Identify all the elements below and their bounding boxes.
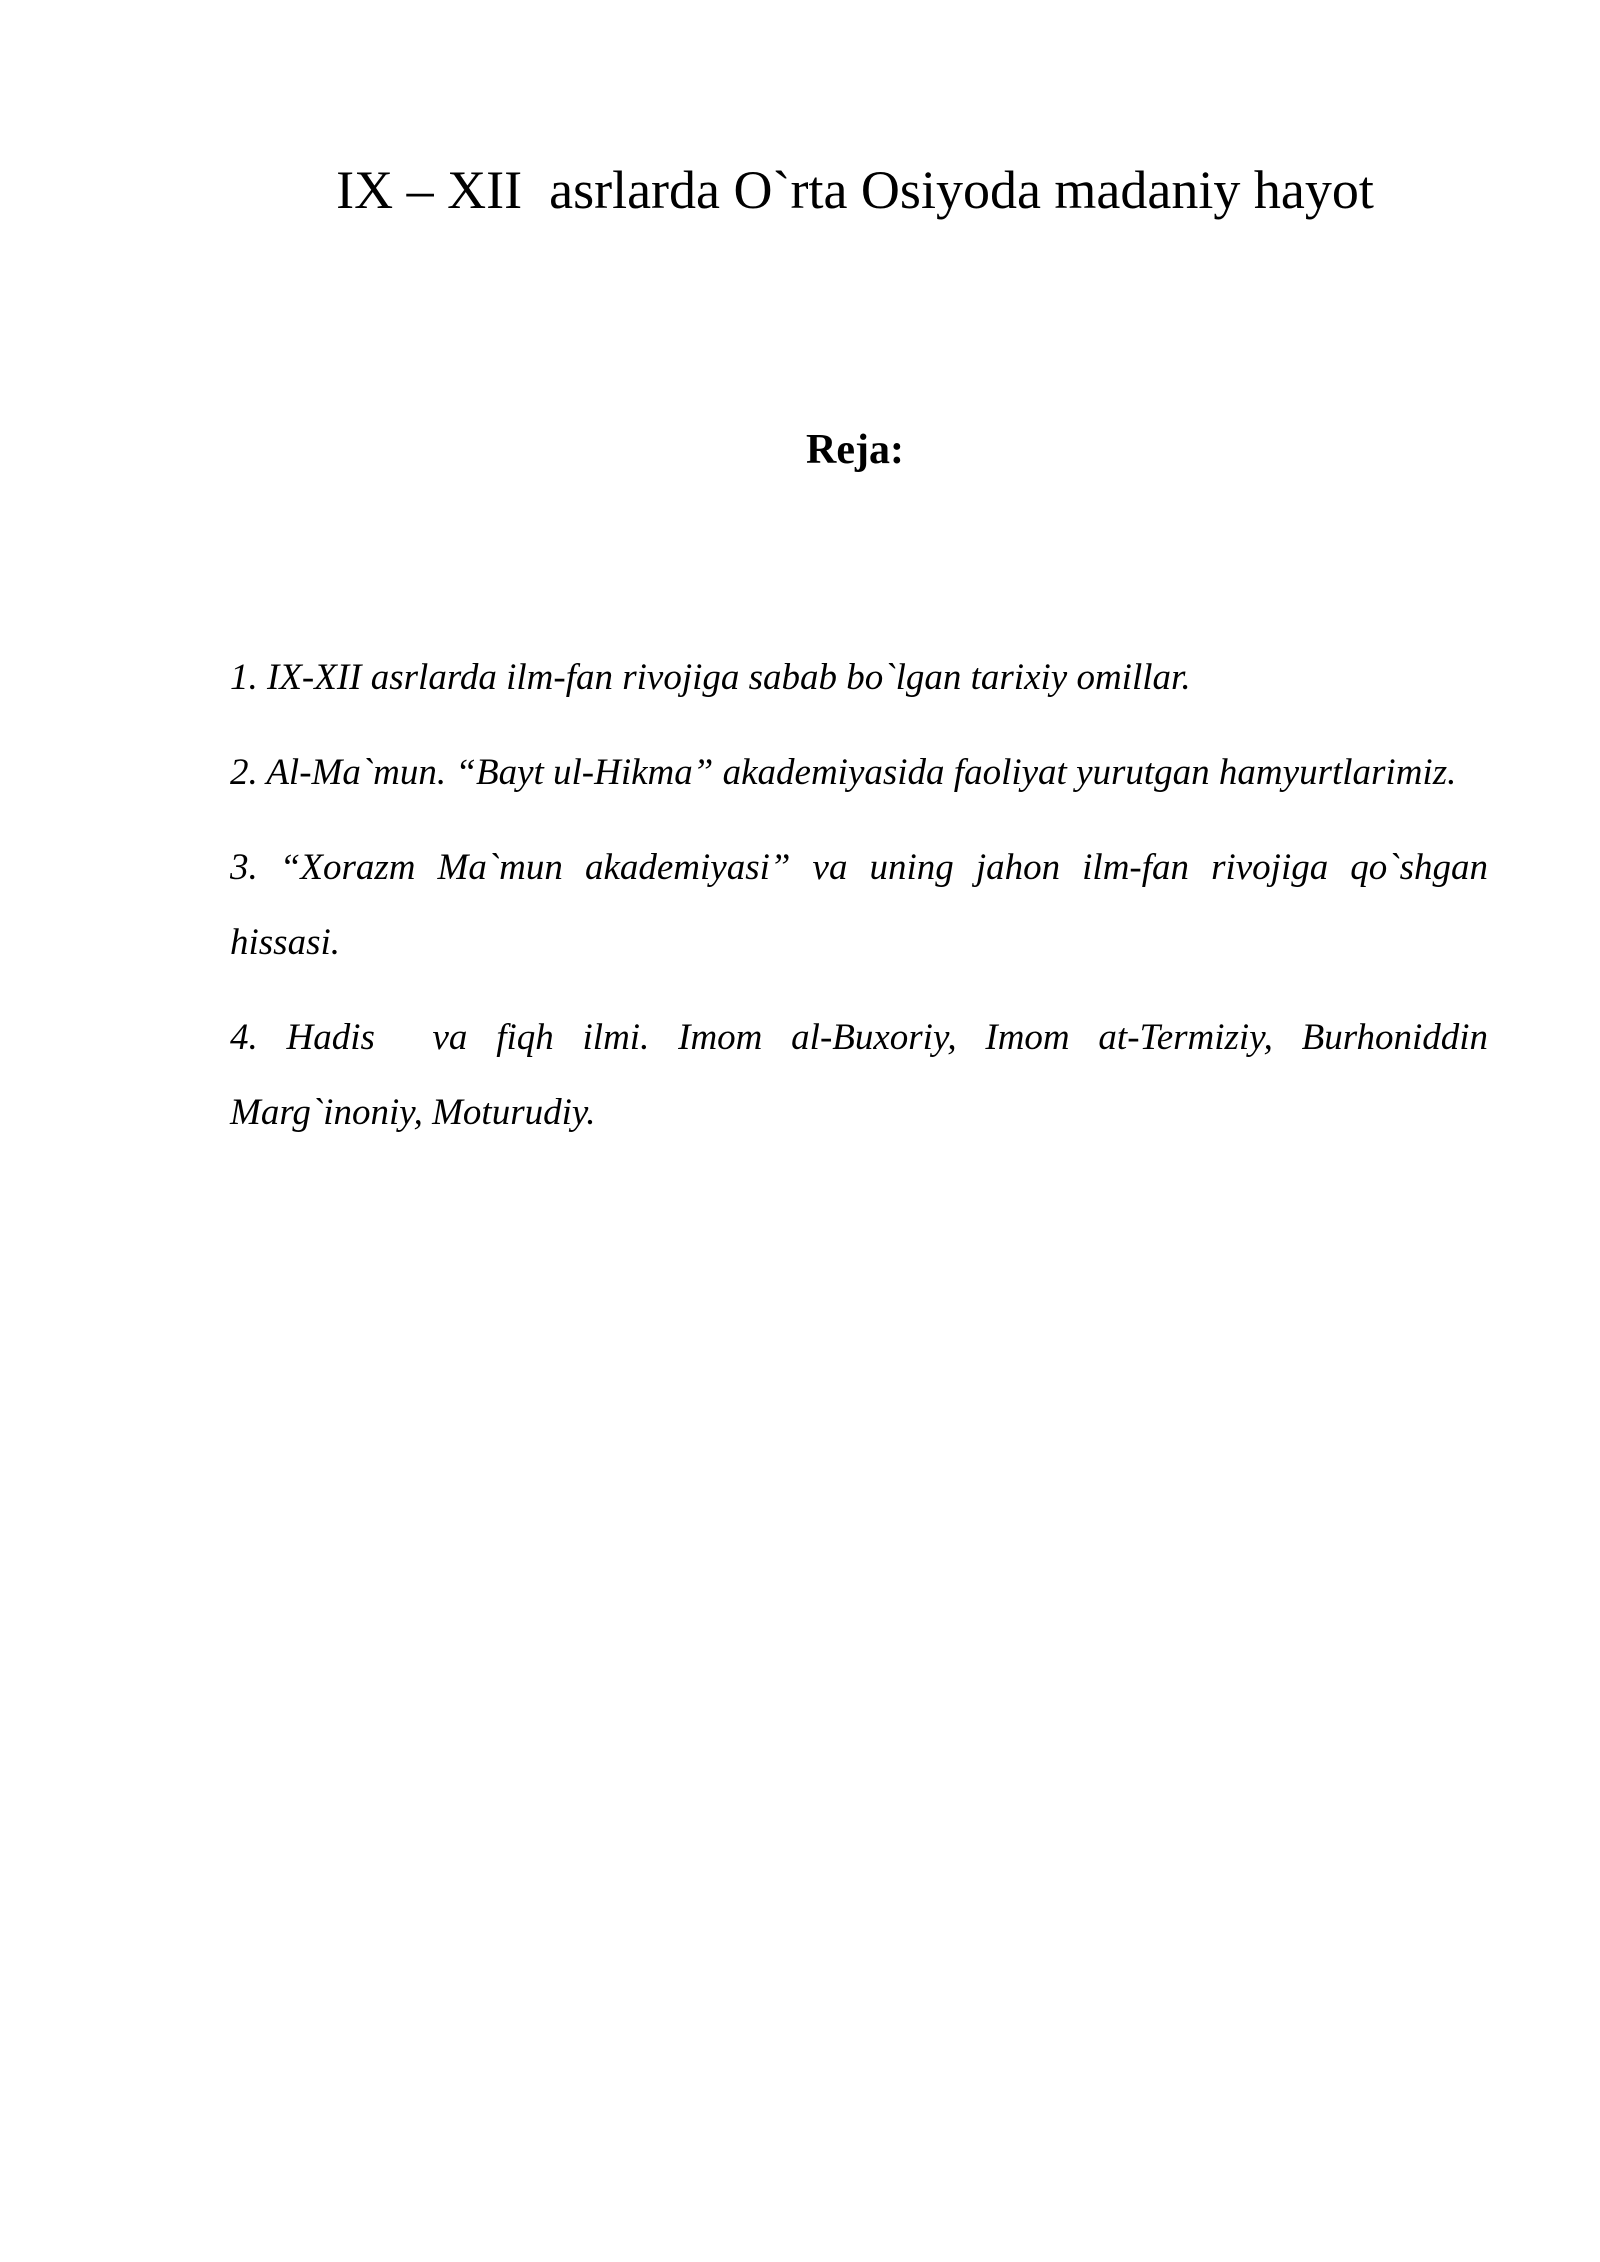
plan-item-2: 2. Al-Ma`mun. “Bayt ul-Hikma” akademiyasida faoliyat yurutgan hamyurtlarimiz. xyxy=(230,752,1457,793)
plan-heading: Reja: xyxy=(806,427,904,473)
plan-item-1: 1. IX-XII asrlarda ilm-fan rivojiga sabab bo`lgan tarixiy omillar. xyxy=(230,657,1191,698)
page-title: IX – XII asrlarda O`rta Osiyoda madaniy hayot xyxy=(336,160,1374,220)
plan-item-3: 3. “Xorazm Ma`mun akademiyasi” va uning jahon ilm-fan rivojiga qo`shgan hissasi. xyxy=(230,847,1498,963)
plan-item-4: 4. Hadis va fiqh ilmi. Imom al-Buxoriy, Imom at-Termiziy, Burhoniddin Marg`inoniy, Moturudiy. xyxy=(230,1017,1498,1133)
plan-list xyxy=(230,640,1498,1170)
